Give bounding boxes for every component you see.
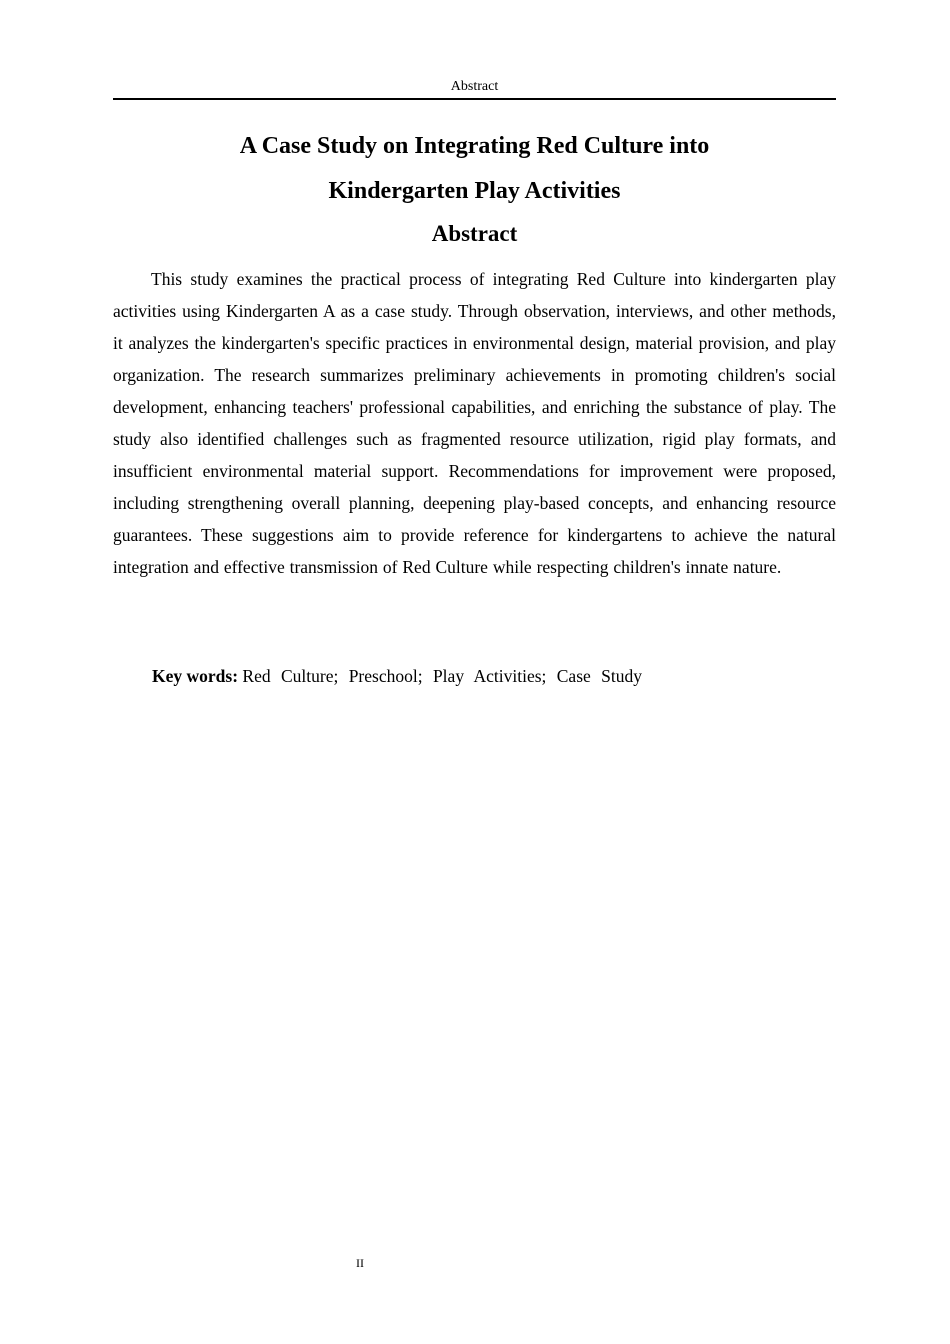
keywords-label: Key words: bbox=[152, 666, 239, 686]
paper-title-line-1: A Case Study on Integrating Red Culture into bbox=[239, 133, 710, 159]
paper-title-line-2: Kindergarten Play Activities bbox=[328, 178, 621, 204]
abstract-body: This study examines the practical process of integrating Red Culture into kindergarten play activities using Kindergarten A as a case study. Through observation, interviews, and other methods, it analyzes the kindergarten's specific practices in environmental design, material provision, and play organization. The research summarizes preliminary achievements in promoting children's social development, enhancing teachers' professional capabilities, and enriching the substance of play. The study also identified challenges such as fragmented resource utilization, rigid play formats, and insufficient environmental material support. Recommendations for improvement were proposed, including strengthening overall planning, deepening play-based concepts, and enhancing resource guarantees. These suggestions aim to provide reference for kindergartens to achieve the natural integration and effective transmission of Red Culture while respecting children's innate nature. bbox=[113, 269, 836, 577]
header-rule bbox=[113, 98, 836, 100]
page-number: II bbox=[356, 1256, 364, 1270]
keywords-values: Red Culture; Preschool; Play Activities; Case Study bbox=[242, 666, 642, 686]
abstract-heading: Abstract bbox=[431, 221, 518, 246]
paper-title bbox=[113, 124, 836, 214]
keywords bbox=[152, 660, 836, 692]
running-header: Abstract bbox=[450, 79, 499, 94]
